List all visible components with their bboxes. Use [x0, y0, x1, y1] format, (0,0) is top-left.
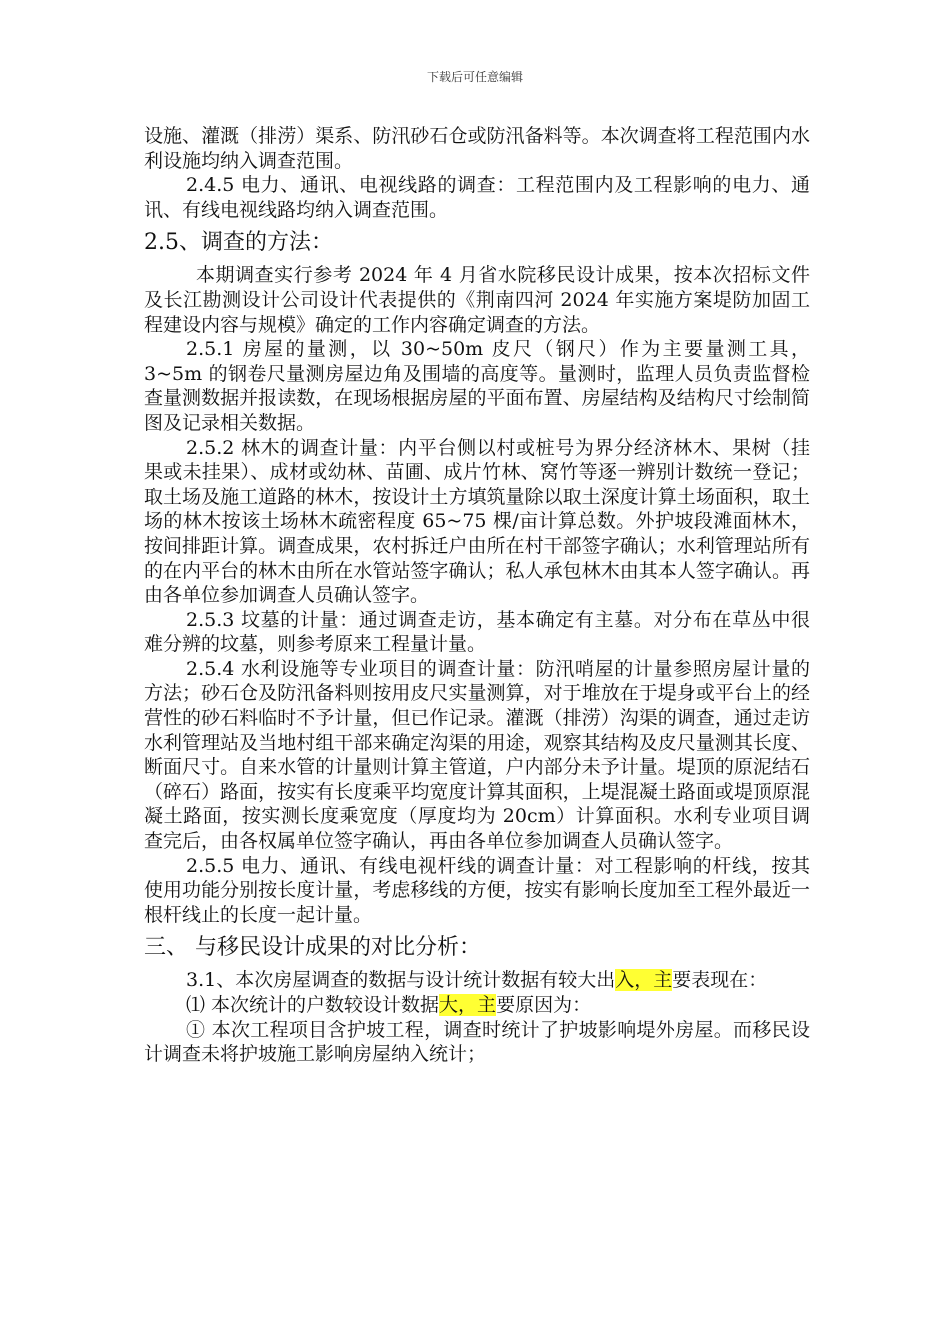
paragraph: 2.5.4 水利设施等专业项目的调查计量：防汛哨屋的计量参照房屋计量的方法；砂石仓及防汛备料则按用皮尺实量测算，对于堆放在于堤身或平台上的经营性的砂石料临时不予计量，但已作记录。灌溉（排涝）沟渠的调查，通过走访水利管理站及当地村组干部来确定沟渠的用途，观察其结构及皮尺量测其长度、断面尺寸。自来水管的计量则计算主管道，户内部分未予计量。堤顶的原泥结石（碎石）路面，按实有长度乘平均宽度计算其面积，上堤混凝土路面或堤顶原混凝土路面，按实测长度乘宽度（厚度均为 20cm）计算面积。水利专业项目调查完后，由各权属单位签字确认，再由各单位参加调查人员确认签字。	[144, 657, 810, 853]
paragraph: ⑴ 本次统计的户数较设计数据大，主要原因为：	[186, 994, 592, 1016]
paragraph: 2.5.2 林木的调查计量：内平台侧以村或桩号为界分经济林木、果树（挂果或未挂果）、成材或幼林、苗圃、成片竹林、窝竹等逐一辨别计数统一登记；取土场及施工道路的林木，按设计土方填筑量除以取土深度计算土场面积，取土场的林木按该土场林木疏密程度 65~75 棵/亩计算总数。外护坡段滩面林木，按间排距计算。调查成果，农村拆迁户由所在村干部签字确认；水利管理站所有的在内平台的林木由所在水管站签字确认；私人承包林木由其本人签字确认。再由各单位参加调查人员确认签字。	[144, 436, 810, 607]
highlight: 大，主	[439, 994, 497, 1016]
paragraph: 2.5.1 房屋的量测，以 30~50m 皮尺（钢尺）作为主要量测工具，3~5m 的钢卷尺量测房屋边角及围墙的高度等。量测时，监理人员负责监督检查量测数据并报读数，在现场根据房屋的平面布置、房屋结构及结构尺寸绘制简图及记录相关数据。	[144, 338, 810, 434]
paragraph: ① 本次工程项目含护坡工程，调查时统计了护坡影响堤外房屋。而移民设计调查未将护坡施工影响房屋纳入统计；	[144, 1018, 810, 1066]
page-header: 下载后可任意编辑	[426, 70, 523, 84]
highlight: 入，主	[615, 969, 673, 992]
paragraph: 2.4.5 电力、通讯、电视线路的调查：工程范围内及工程影响的电力、通讯、有线电视线路均纳入调查范围。	[144, 174, 810, 221]
section-heading: 三、 与移民设计成果的对比分析：	[144, 935, 481, 961]
paragraph: 3.1、本次房屋调查的数据与设计统计数据有较大出入，主要表现在：	[186, 969, 768, 992]
paragraph: 设施、灌溉（排涝）渠系、防汛砂石仓或防汛备料等。本次调查将工程范围内水利设施均纳入调查范围。	[144, 125, 810, 172]
document-body	[144, 124, 810, 1067]
paragraph: 本期调查实行参考 2024 年 4 月省水院移民设计成果，按本次招标文件及长江勘测设计公司设计代表提供的《荆南四河 2024 年实施方案堤防加固工程建设内容与规模》确定的工作内容确定调查的方法。	[144, 264, 810, 336]
paragraph: 2.5.5 电力、通讯、有线电视杆线的调查计量：对工程影响的杆线，按其使用功能分别按长度计量，考虑移线的方便，按实有影响长度加至工程外最近一根杆线止的长度一起计量。	[144, 854, 810, 926]
paragraph: 2.5.3 坟墓的计量：通过调查走访，基本确定有主墓。对分布在草丛中很难分辨的坟墓，则参考原来工程量计量。	[144, 608, 810, 656]
section-heading: 2.5、调查的方法：	[144, 230, 333, 256]
